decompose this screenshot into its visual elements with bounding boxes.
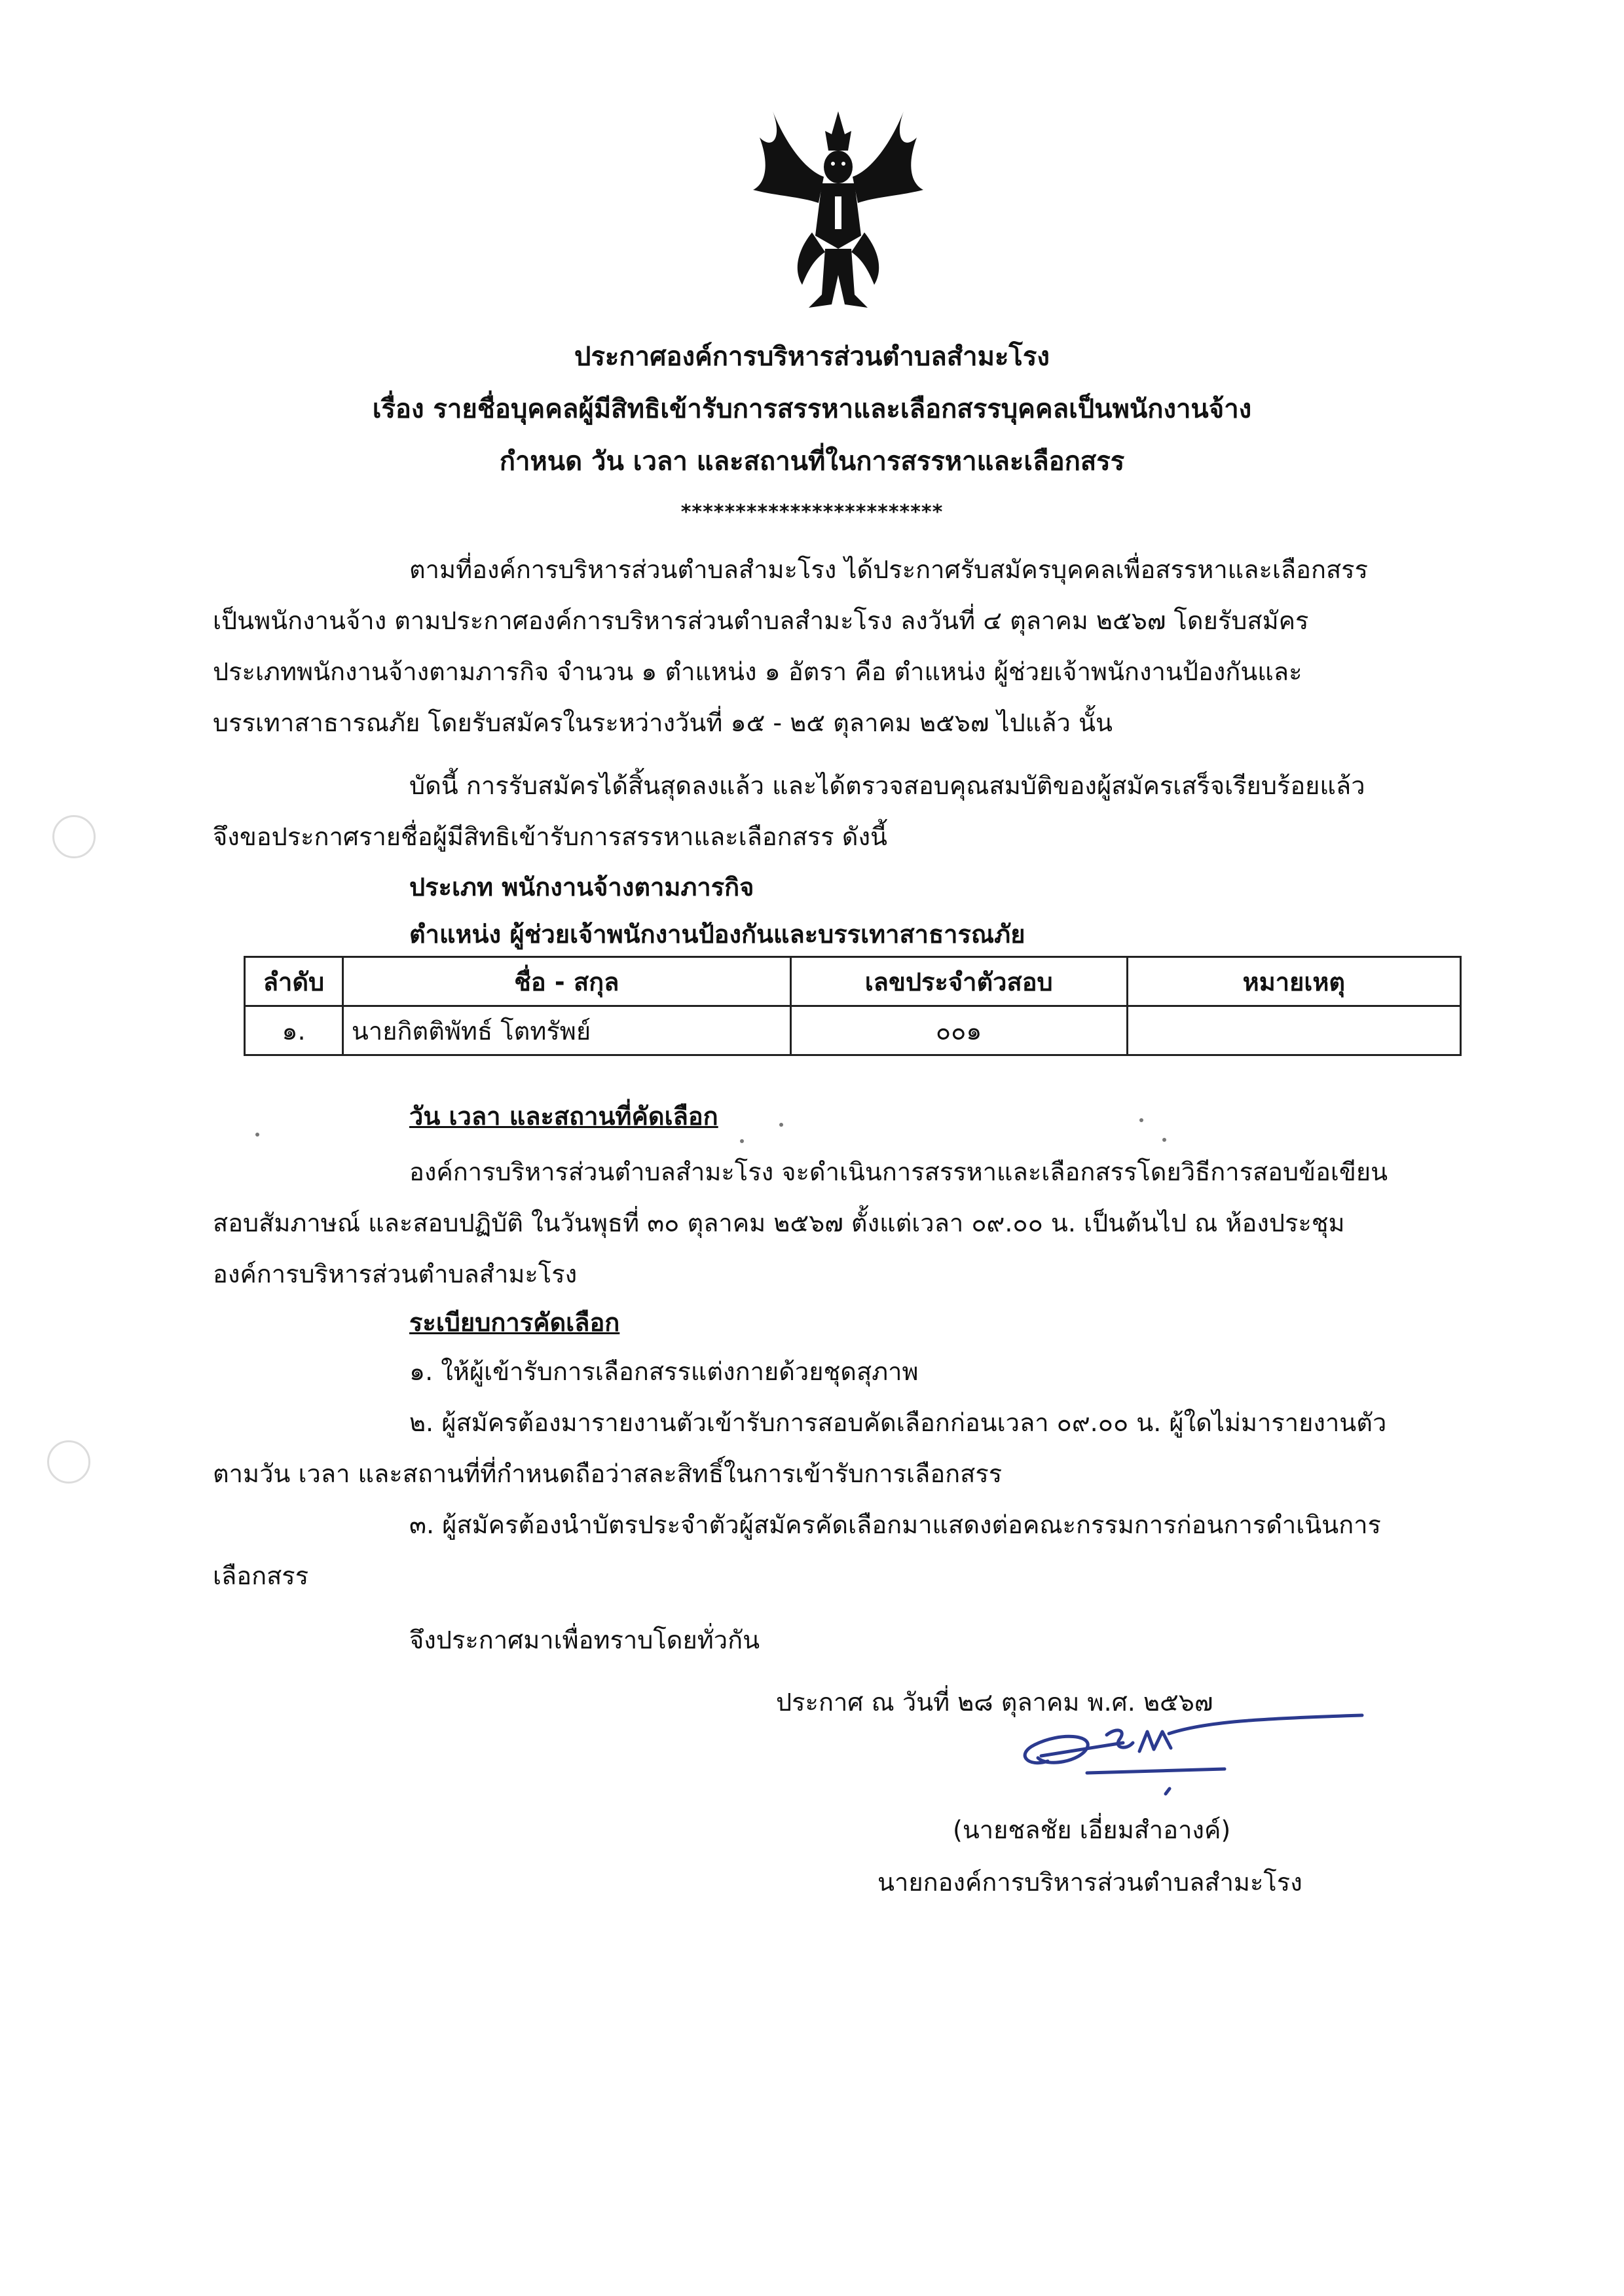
separator: ************************ [680, 501, 944, 524]
col-header-exam-id: เลขประจำตัวสอบ [790, 957, 1127, 1006]
para1-line3: ประเภทพนักงานจ้างตามภารกิจ จำนวน ๑ ตำแหน่ง ๑ อัตรา คือ ตำแหน่ง ผู้ช่วยเจ้าพนักงานป้องกันและ [213, 657, 1302, 686]
signer-name: (นายชลชัย เอี่ยมสำอางค์) [953, 1815, 1231, 1844]
para1-line1: ตามที่องค์การบริหารส่วนตำบลสำมะโรง ได้ประกาศรับสมัครบุคคลเพื่อสรรหาและเลือกสรร [409, 555, 1368, 584]
scan-speck [255, 1133, 259, 1137]
para1-line2: เป็นพนักงานจ้าง ตามประกาศองค์การบริหารส่วนตำบลสำมะโรง ลงวันที่ ๔ ตุลาคม ๒๕๖๗ โดยรับสมัคร [213, 606, 1309, 635]
signature-image [1008, 1696, 1375, 1800]
scan-speck [779, 1123, 783, 1127]
employee-type: ประเภท พนักงานจ้างตามภารกิจ [409, 873, 754, 902]
col-header-order: ลำดับ [245, 957, 343, 1006]
punch-hole-mark [47, 1440, 90, 1484]
document-title: ประกาศองค์การบริหารส่วนตำบลสำมะโรง [574, 342, 1050, 372]
punch-hole-mark [52, 815, 96, 858]
garuda-emblem-icon [747, 98, 930, 321]
para2-line2: จึงขอประกาศรายชื่อผู้มีสิทธิเข้ารับการสรรหาและเลือกสรร ดังนี้ [213, 822, 887, 851]
rule-item1: ๑. ให้ผู้เข้ารับการเลือกสรรแต่งกายด้วยชุดสุภาพ [409, 1357, 919, 1386]
rule-item2-line2: ตามวัน เวลา และสถานที่ที่กำหนดถือว่าสละสิทธิ์ในการเข้ารับการเลือกสรร [213, 1459, 1003, 1488]
closing-notice: จึงประกาศมาเพื่อทราบโดยทั่วกัน [409, 1626, 760, 1654]
rule-item3-line1: ๓. ผู้สมัครต้องนำบัตรประจำตัวผู้สมัครคัดเลือกมาแสดงต่อคณะกรรมการก่อนการดำเนินการ [409, 1510, 1381, 1539]
rules-heading: ระเบียบการคัดเลือก [409, 1308, 620, 1337]
position-line: ตำแหน่ง ผู้ช่วยเจ้าพนักงานป้องกันและบรรเทาสาธารณภัย [409, 920, 1025, 949]
candidate-table [244, 956, 1462, 1056]
document-subject: เรื่อง รายชื่อบุคคลผู้มีสิทธิเข้ารับการสรรหาและเลือกสรรบุคคลเป็นพนักงานจ้าง [372, 394, 1252, 424]
rule-item2-line1: ๒. ผู้สมัครต้องมารายงานตัวเข้ารับการสอบคัดเลือกก่อนเวลา ๐๙.๐๐ น. ผู้ใดไม่มารายงานตัว [409, 1408, 1387, 1437]
para2-line1: บัดนี้ การรับสมัครได้สิ้นสุดลงแล้ว และได้ตรวจสอบคุณสมบัติของผู้สมัครเสร็จเรียบร้อยแล้ว [409, 771, 1365, 800]
cell-remark [1127, 1006, 1460, 1055]
table-row [245, 1006, 1461, 1055]
schedule-line3: องค์การบริหารส่วนตำบลสำมะโรง [213, 1260, 578, 1288]
signer-title: นายกองค์การบริหารส่วนตำบลสำมะโรง [877, 1868, 1302, 1897]
cell-exam-id: ๐๐๑ [790, 1006, 1127, 1055]
scan-speck [1162, 1138, 1166, 1142]
table-header-row [245, 957, 1461, 1006]
para1-line4: บรรเทาสาธารณภัย โดยรับสมัครในระหว่างวันที่ ๑๕ - ๒๕ ตุลาคม ๒๕๖๗ ไปแล้ว นั้น [213, 708, 1113, 737]
col-header-name: ชื่อ - สกุล [342, 957, 790, 1006]
schedule-line2: สอบสัมภาษณ์ และสอบปฏิบัติ ในวันพุธที่ ๓๐ ตุลาคม ๒๕๖๗ ตั้งแต่เวลา ๐๙.๐๐ น. เป็นต้นไป ณ ห้องประชุม [213, 1209, 1345, 1237]
col-header-remark: หมายเหตุ [1127, 957, 1460, 1006]
cell-name: นายกิตติพัทธ์ โตทรัพย์ [342, 1006, 790, 1055]
rule-item3-line2: เลือกสรร [213, 1561, 309, 1590]
document-subject-line2: กำหนด วัน เวลา และสถานที่ในการสรรหาและเลือกสรร [499, 446, 1125, 477]
announce-date: ประกาศ ณ วันที่ ๒๘ ตุลาคม พ.ศ. ๒๕๖๗ [776, 1688, 1213, 1717]
schedule-line1: องค์การบริหารส่วนตำบลสำมะโรง จะดำเนินการสรรหาและเลือกสรรโดยวิธีการสอบข้อเขียน [409, 1157, 1388, 1186]
schedule-heading: วัน เวลา และสถานที่คัดเลือก [409, 1102, 718, 1131]
scan-speck [740, 1139, 744, 1143]
scan-speck [1139, 1118, 1143, 1122]
cell-order: ๑. [245, 1006, 343, 1055]
